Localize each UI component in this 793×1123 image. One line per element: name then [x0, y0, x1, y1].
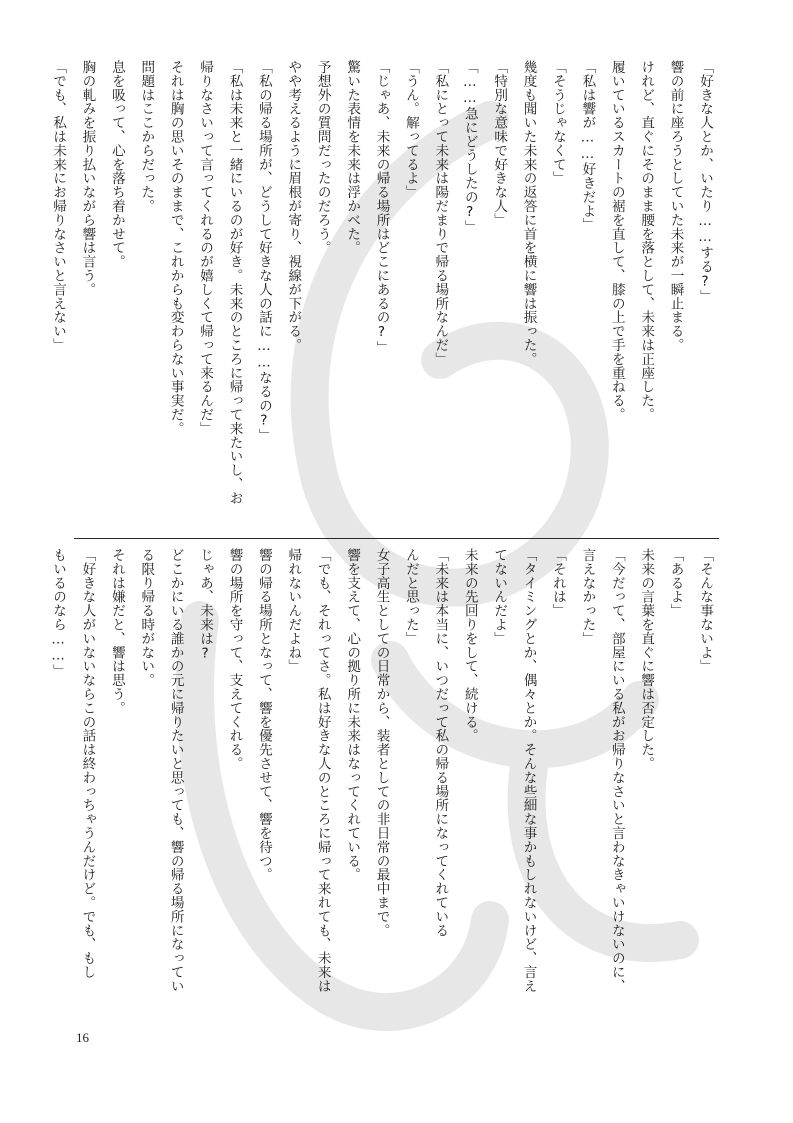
text-column: もいるのなら……」 — [50, 548, 67, 678]
text-column: 帰れないんだよね」 — [285, 548, 302, 674]
text-column: やや考えるように眉根が寄り、視線が下がる。 — [285, 60, 302, 352]
text-column: 予想外の質問だったのだろう。 — [314, 60, 331, 255]
text-column: 未来の言葉を直ぐに響は否定した。 — [638, 548, 655, 771]
text-column: んだと思った」 — [402, 548, 419, 646]
text-column: 響を支えて、心の拠り所に未来はなってくれている。 — [344, 548, 361, 882]
text-column: 息を吸って、心を落ち着かせて。 — [108, 60, 125, 269]
page-number: 16 — [76, 1030, 89, 1045]
text-column: 「私は響が……好きだよ」 — [579, 60, 596, 232]
top-text-block — [43, 60, 719, 530]
text-column: 響の前に座ろうとしていた未来が一瞬止まる。 — [667, 60, 684, 352]
text-column: どこかにいる誰かの元に帰りたいと思っても、響の帰る場所になってい — [167, 548, 184, 993]
bottom-text-block — [43, 548, 719, 1018]
text-column: 「あるよ」 — [667, 548, 684, 618]
text-column: 未来の先回りをして、続ける。 — [461, 548, 478, 743]
text-column: 響の場所を守って、支えてくれる。 — [226, 548, 243, 771]
text-column: 「好きな人がいないならこの話は終わっちゃうんだけど。でも、もし — [79, 548, 96, 979]
text-column: 「今だって、部屋にいる私がお帰りなさいと言わなきゃいけないのに、 — [608, 548, 625, 993]
text-column: 履いているスカートの裾を直して、膝の上で手を重ねる。 — [608, 60, 625, 422]
text-column: 「うん。解ってるよ」 — [402, 60, 419, 199]
text-column: 言えなかった」 — [579, 548, 596, 646]
text-column: てないんだよ」 — [491, 548, 508, 646]
text-column: 女子高生としての日常から、装者としての非日常の最中まで。 — [373, 548, 390, 938]
text-column: 「じゃあ、未来の帰る場所はどこにあるの?」 — [373, 60, 390, 355]
text-column: それは嫌だと、響は思う。 — [108, 548, 125, 715]
text-column: 「私は未来と一緒にいるのが好き。未来のところに帰って来たいし、お — [226, 60, 243, 505]
text-column: 「そうじゃなくて」 — [549, 60, 566, 186]
text-column: 問題はここからだった。 — [138, 60, 155, 213]
text-column: 「それは」 — [549, 548, 566, 618]
text-column: じゃあ、未来は? — [197, 548, 214, 662]
text-column: 帰りなさいって言ってくれるのが嬉しくて帰って来るんだ」 — [197, 60, 214, 436]
text-column: 「好きな人とか、いたり……する?」 — [697, 60, 713, 304]
text-column: 「でも、それってさ。私は好きな人のところに帰って来れても、未来は — [314, 548, 331, 993]
section-divider — [74, 538, 719, 539]
text-column: それは胸の思いそのままで、これからも変わらない事実だ。 — [167, 60, 184, 436]
text-column: 幾度も聞いた未来の返答に首を横に響は振った。 — [520, 60, 537, 366]
text-column: 「未来は本当に、いつだって私の帰る場所になってくれている — [432, 548, 449, 938]
text-column: 胸の軋みを振り払いながら響は言う。 — [79, 60, 96, 297]
text-column: 響の帰る場所となって、響を優先させて、響を待つ。 — [255, 548, 272, 882]
text-column: 「私の帰る場所が、どうして好きな人の話に……なるの?」 — [255, 60, 272, 443]
text-column: 「私にとって未来は陽だまりで帰る場所なんだ」 — [432, 60, 449, 366]
text-column: 「でも、私は未来にお帰りなさいと言えない」 — [50, 60, 67, 352]
text-column: 「タイミングとか、偶々とか。そんな些細な事かもしれないけど、言え — [520, 548, 537, 993]
text-column: 「特別な意味で好きな人」 — [491, 60, 508, 227]
text-column: る限り帰る時がない。 — [138, 548, 155, 687]
text-column: 「……急にどうしたの?」 — [461, 60, 478, 234]
text-column: けれど、直ぐにそのまま腰を落として、未来は正座した。 — [638, 60, 655, 422]
text-column: 「そんな事ないよ」 — [697, 548, 713, 674]
text-column: 驚いた表情を未来は浮かべた。 — [344, 60, 361, 255]
